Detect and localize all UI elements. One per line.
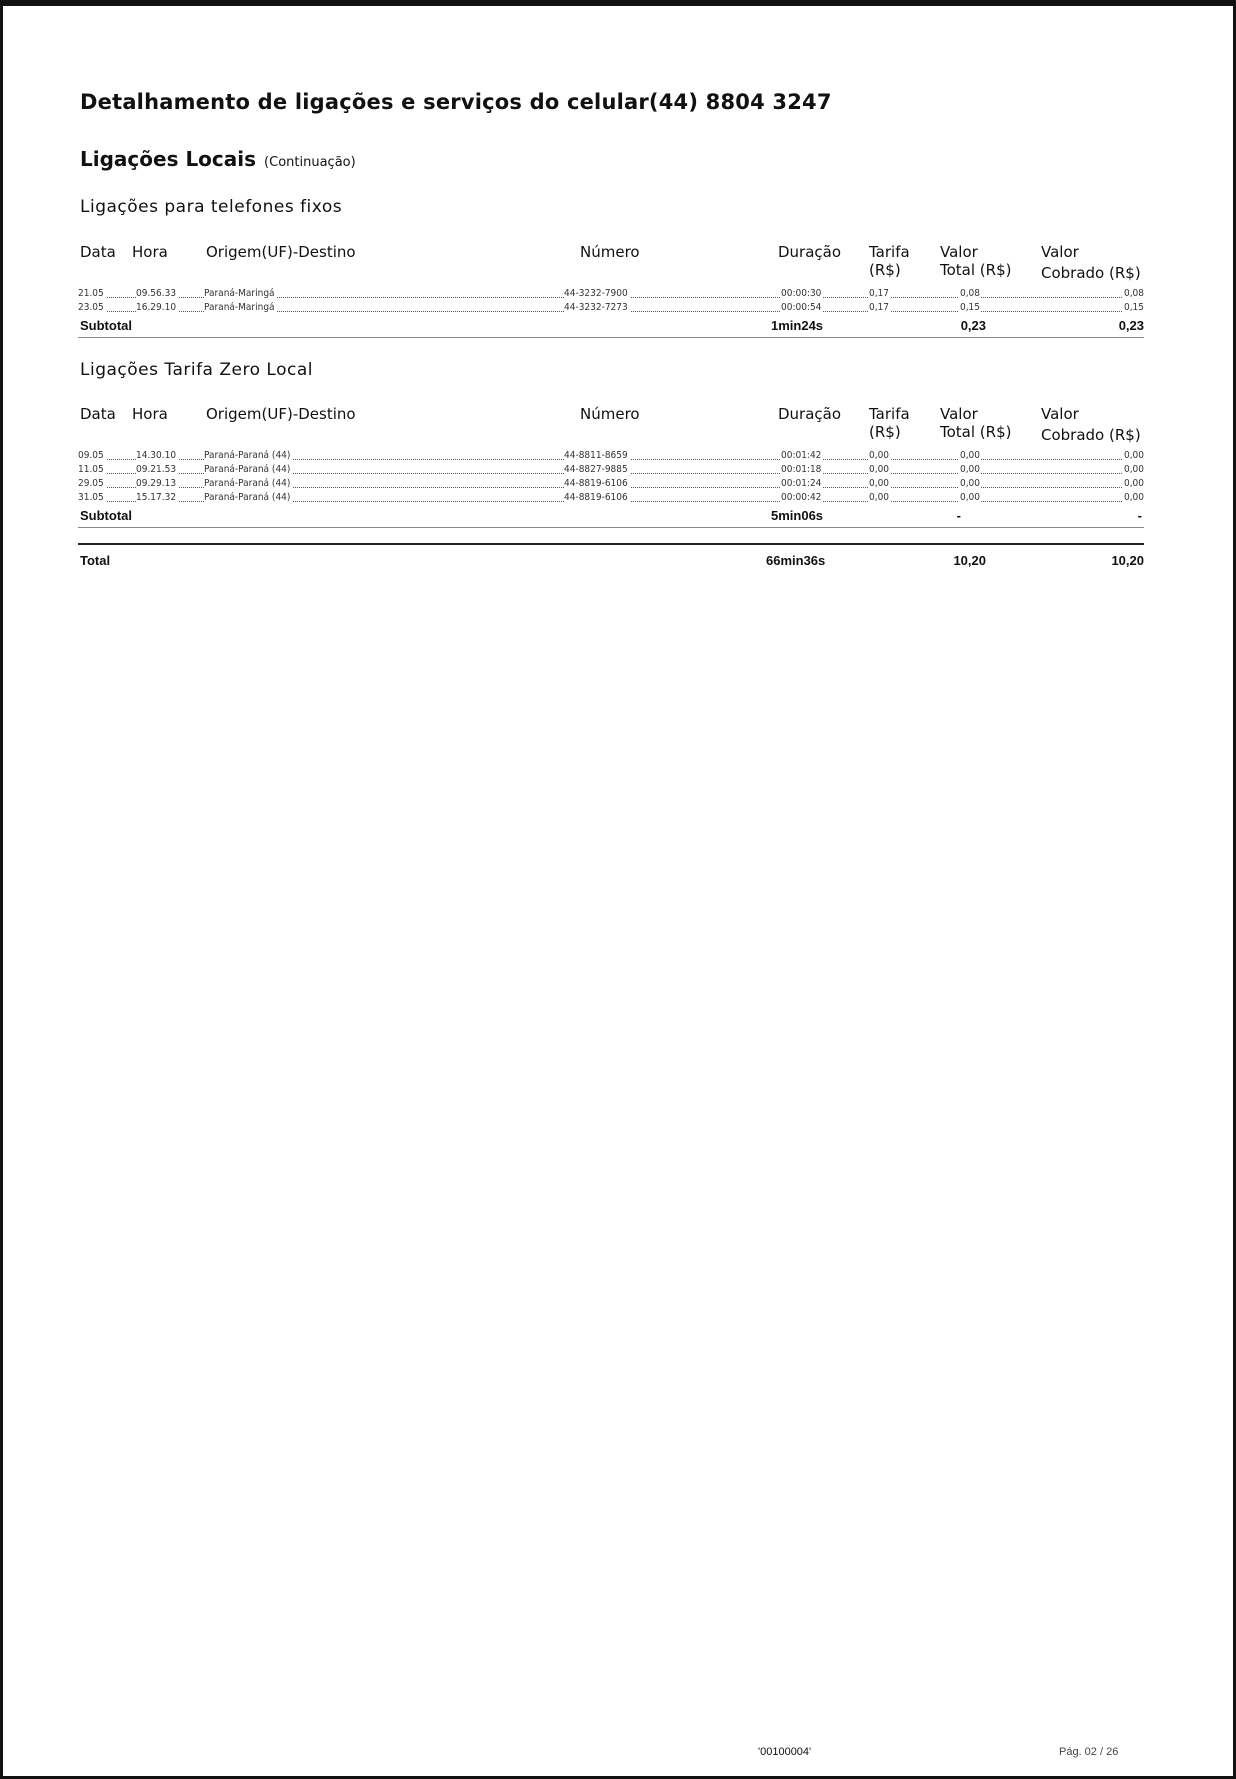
table-row	[78, 477, 1144, 491]
cell-data: 09.05	[78, 450, 104, 461]
cell-tarifa: 0,17	[869, 302, 890, 313]
table-row	[78, 301, 1144, 315]
cell-tarifa: 0,17	[869, 288, 890, 299]
col-tarifa-label: Tarifa	[869, 243, 910, 261]
subtotal-label: Subtotal	[80, 318, 132, 333]
cell-data: 21.05	[78, 288, 104, 299]
cell-valor-total: 0,15	[959, 302, 980, 313]
section-title	[80, 147, 356, 171]
cell-duracao: 00:01:24	[781, 478, 822, 489]
cell-origem: Paraná-Maringá	[204, 288, 275, 299]
col-tarifa	[869, 243, 910, 279]
cell-tarifa: 0,00	[869, 464, 890, 475]
col-numero: Número	[580, 243, 640, 261]
cell-valor-total: 0,00	[959, 478, 980, 489]
group-title-fixos: Ligações para telefones fixos	[80, 197, 343, 217]
cell-origem: Paraná-Paraná (44)	[204, 464, 291, 475]
col-valor-total-label: Valor	[940, 243, 978, 261]
subtotal-row	[78, 315, 1144, 338]
col-data: Data	[80, 243, 116, 261]
col-duracao: Duração	[778, 405, 842, 423]
cell-data: 31.05	[78, 492, 104, 503]
total-divider	[78, 543, 1144, 545]
table-header	[78, 405, 1144, 449]
col-data: Data	[80, 405, 116, 423]
col-duracao: Duração	[778, 243, 842, 261]
col-numero: Número	[580, 405, 640, 423]
col-valor-total	[940, 243, 1011, 279]
cell-origem: Paraná-Paraná (44)	[204, 478, 291, 489]
cell-tarifa: 0,00	[869, 450, 890, 461]
col-valor-cobrado	[1041, 243, 1141, 282]
cell-valor-total: 0,00	[959, 450, 980, 461]
cell-data: 11.05	[78, 464, 104, 475]
total-label: Total	[80, 553, 111, 568]
col-valor-total	[940, 405, 1011, 441]
col-valor-cobrado-unit: Cobrado (R$)	[1041, 426, 1141, 444]
table-row	[78, 449, 1144, 463]
cell-valor-cobrado: 0,00	[1123, 450, 1144, 461]
col-tarifa-unit: (R$)	[869, 261, 901, 279]
cell-duracao: 00:00:30	[781, 288, 822, 299]
col-valor-total-label: Valor	[940, 405, 978, 423]
cell-numero: 44-8827-9885	[564, 464, 628, 475]
col-origem: Origem(UF)-Destino	[206, 243, 356, 261]
cell-numero: 44-8811-8659	[564, 450, 628, 461]
subtotal-valor-cobrado: -	[1137, 508, 1142, 523]
cell-valor-cobrado: 0,00	[1123, 464, 1144, 475]
col-tarifa	[869, 405, 910, 441]
cell-data: 23.05	[78, 302, 104, 313]
cell-numero: 44-8819-6106	[564, 492, 628, 503]
subtotal-valor-total: -	[956, 508, 961, 523]
cell-numero: 44-3232-7273	[564, 302, 628, 313]
col-valor-cobrado-label: Valor	[1041, 405, 1079, 423]
subtotal-duracao: 1min24s	[771, 318, 824, 333]
total-valor-total: 10,20	[953, 553, 986, 568]
cell-numero: 44-3232-7900	[564, 288, 628, 299]
cell-hora: 15.17.32	[136, 492, 177, 503]
cell-origem: Paraná-Paraná (44)	[204, 450, 291, 461]
cell-valor-total: 0,08	[959, 288, 980, 299]
cell-tarifa: 0,00	[869, 492, 890, 503]
subtotal-label: Subtotal	[80, 508, 132, 523]
col-hora: Hora	[132, 243, 168, 261]
col-valor-total-unit: Total (R$)	[940, 261, 1012, 279]
cell-hora: 16.29.10	[136, 302, 177, 313]
group-title-tarifa-zero: Ligações Tarifa Zero Local	[80, 360, 313, 380]
col-hora: Hora	[132, 405, 168, 423]
cell-hora: 14.30.10	[136, 450, 177, 461]
cell-hora: 09.29.13	[136, 478, 177, 489]
cell-valor-cobrado: 0,08	[1123, 288, 1144, 299]
table-row	[78, 287, 1144, 301]
col-valor-cobrado-label: Valor	[1041, 243, 1079, 261]
cell-duracao: 00:01:18	[781, 464, 822, 475]
section-note: (Continuação)	[264, 155, 356, 170]
cell-tarifa: 0,00	[869, 478, 890, 489]
table-row	[78, 463, 1144, 477]
cell-origem: Paraná-Paraná (44)	[204, 492, 291, 503]
total-valor-cobrado: 10,20	[1111, 553, 1144, 568]
cell-hora: 09.21.53	[136, 464, 177, 475]
cell-duracao: 00:01:42	[781, 450, 822, 461]
col-valor-cobrado-unit: Cobrado (R$)	[1041, 264, 1141, 282]
footer-page-number: Pág. 02 / 26	[1059, 1746, 1119, 1758]
subtotal-valor-total: 0,23	[960, 318, 986, 333]
section-title-text: Ligações Locais	[80, 147, 257, 171]
col-tarifa-label: Tarifa	[869, 405, 910, 423]
cell-hora: 09.56.33	[136, 288, 177, 299]
total-duracao: 66min36s	[766, 553, 826, 568]
table-fixos	[78, 243, 1144, 338]
col-valor-cobrado	[1041, 405, 1141, 444]
table-tarifa-zero	[78, 405, 1144, 528]
cell-valor-total: 0,00	[959, 492, 980, 503]
document-title: Detalhamento de ligações e serviços do celular(44) 8804 3247	[80, 90, 832, 114]
subtotal-row	[78, 505, 1144, 528]
cell-numero: 44-8819-6106	[564, 478, 628, 489]
footer-document-code: '00100004'	[758, 1746, 812, 1758]
col-valor-total-unit: Total (R$)	[940, 423, 1012, 441]
col-tarifa-unit: (R$)	[869, 423, 901, 441]
cell-duracao: 00:00:42	[781, 492, 822, 503]
table-row	[78, 491, 1144, 505]
cell-duracao: 00:00:54	[781, 302, 822, 313]
total-row	[78, 553, 1144, 573]
cell-origem: Paraná-Maringá	[204, 302, 275, 313]
table-header	[78, 243, 1144, 287]
cell-valor-cobrado: 0,15	[1123, 302, 1144, 313]
col-origem: Origem(UF)-Destino	[206, 405, 356, 423]
cell-valor-total: 0,00	[959, 464, 980, 475]
subtotal-valor-cobrado: 0,23	[1118, 318, 1144, 333]
cell-valor-cobrado: 0,00	[1123, 478, 1144, 489]
cell-data: 29.05	[78, 478, 104, 489]
subtotal-duracao: 5min06s	[771, 508, 824, 523]
cell-valor-cobrado: 0,00	[1123, 492, 1144, 503]
